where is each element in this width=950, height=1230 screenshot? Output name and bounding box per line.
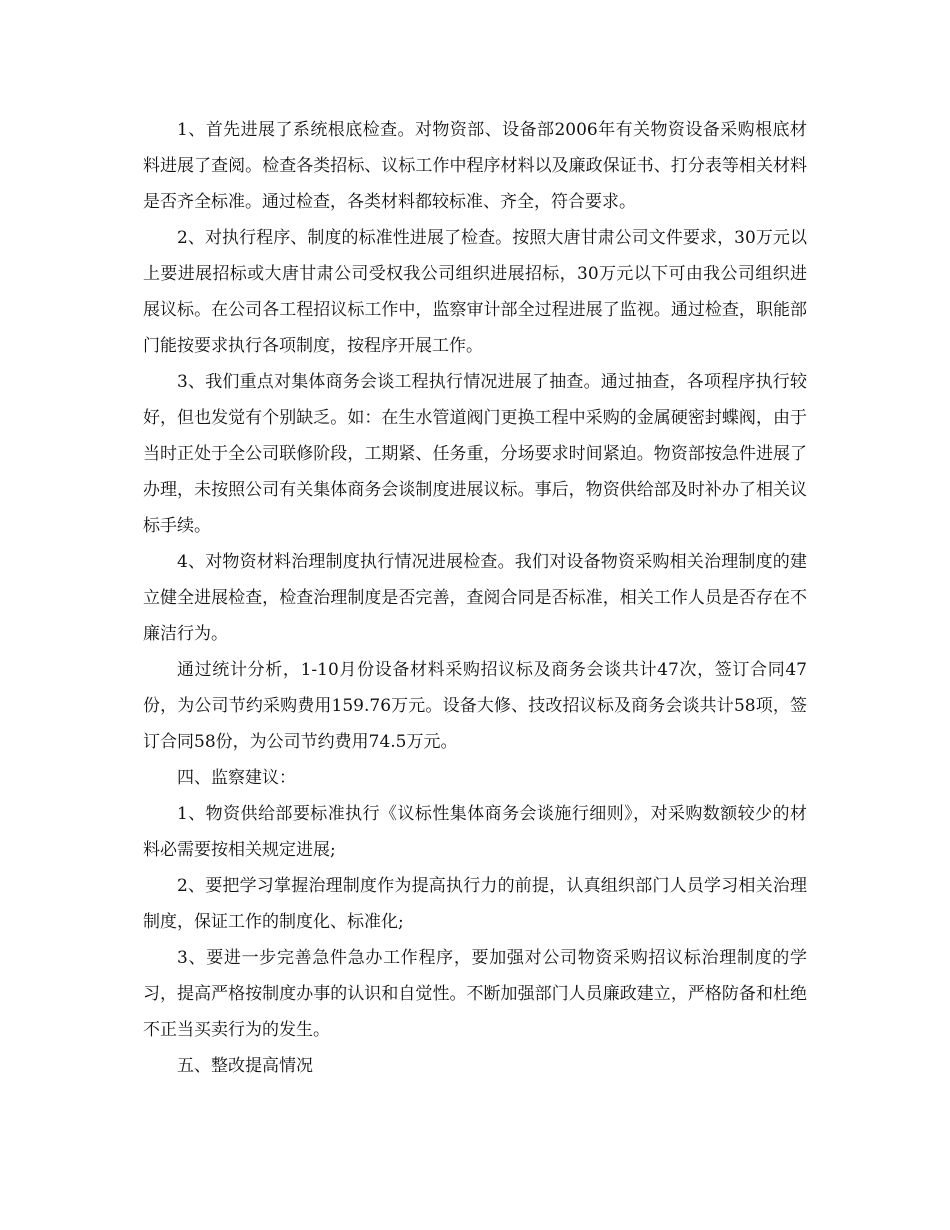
paragraph-statistics: 通过统计分析，1-10月份设备材料采购招议标及商务会谈共计47次，签订合同47份，为公司节约采购费用159.76万元。设备大修、技改招议标及商务会谈共计58项，签订合同58份，为公司节约费用74.5万元。	[143, 660, 807, 752]
suggestion-item-1: 1、物资供给部要标准执行《议标性集体商务会谈施行细则》，对采购数额较少的材料必需要按相关规定进展;	[143, 804, 807, 860]
suggestion-item-3: 3、要进一步完善急件急办工作程序，要加强对公司物资采购招议标治理制度的学习，提高严格按制度办事的认识和自觉性。不断加强部门人员廉政建立，严格防备和杜绝不正当买卖行为的发生。	[143, 948, 807, 1040]
paragraph-business-talks-check: 3、我们重点对集体商务会谈工程执行情况进展了抽查。通过抽查，各项程序执行较好，但也发觉有个别缺乏。如：在生水管道阀门更换工程中采购的金属硬密封蝶阀，由于当时正处于全公司联修阶段，工期紧、任务重，分场要求时间紧迫。物资部按急件进展了办理，未按照公司有关集体商务会谈制度进展议标。事后，物资供给部及时补办了相关议标手续。	[143, 372, 807, 536]
section-heading-suggestions: 四、监察建议：	[177, 768, 296, 788]
section-heading-rectification: 五、整改提高情况	[177, 1056, 313, 1076]
paragraph-check-basics: 1、首先进展了系统根底检查。对物资部、设备部2006年有关物资设备采购根底材料进展了查阅。检查各类招标、议标工作中程序材料以及廉政保证书、打分表等相关材料是否齐全标准。通过检查，各类材料都较标准、齐全，符合要求。	[143, 120, 807, 212]
suggestion-item-2: 2、要把学习掌握治理制度作为提高执行力的前提，认真组织部门人员学习相关治理制度，保证工作的制度化、标准化;	[143, 876, 807, 932]
paragraph-management-system-check: 4、对物资材料治理制度执行情况进展检查。我们对设备物资采购相关治理制度的建立健全进展检查，检查治理制度是否完善，查阅合同是否标准，相关工作人员是否存在不廉洁行为。	[143, 552, 807, 644]
document-body	[143, 112, 807, 1084]
paragraph-procedure-check: 2、对执行程序、制度的标准性进展了检查。按照大唐甘肃公司文件要求，30万元以上要进展招标或大唐甘肃公司受权我公司组织进展招标，30万元以下可由我公司组织进展议标。在公司各工程招议标工作中，监察审计部全过程进展了监视。通过检查，职能部门能按要求执行各项制度，按程序开展工作。	[143, 228, 807, 356]
